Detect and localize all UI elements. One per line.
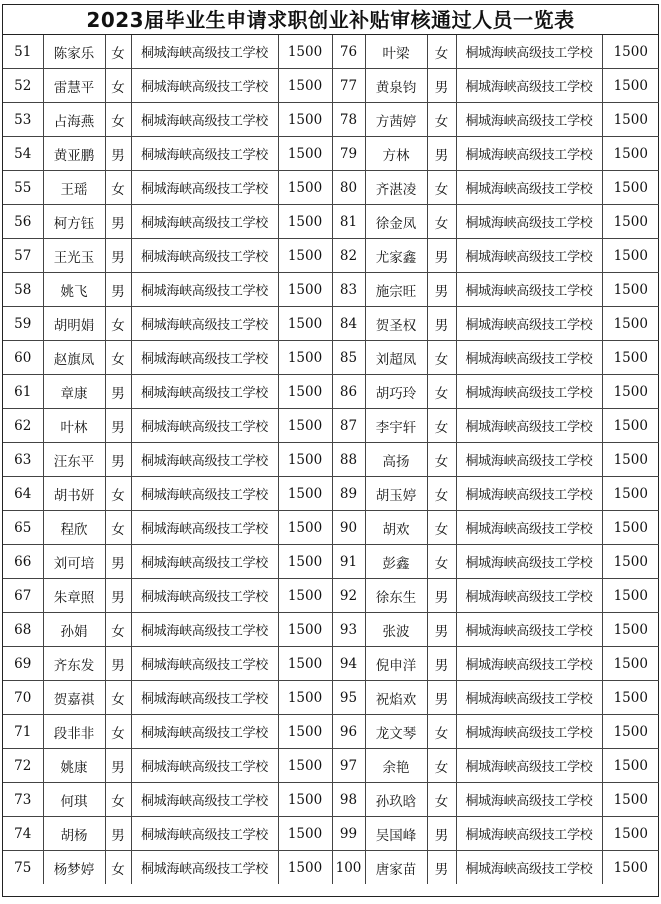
table-row [3, 137, 659, 171]
right-gender-cell: 女 [427, 545, 456, 579]
left-gender-cell: 女 [105, 681, 131, 715]
left-row-number: 65 [3, 511, 43, 545]
right-person-name: 吴国峰 [365, 817, 427, 851]
right-gender-cell: 男 [427, 851, 456, 885]
left-subsidy-amount: 1500 [278, 171, 332, 205]
left-gender-cell: 女 [105, 171, 131, 205]
right-gender-cell: 男 [427, 817, 456, 851]
right-person-name: 李宇轩 [365, 409, 427, 443]
left-school-name: 桐城海峡高级技工学校 [131, 817, 278, 851]
right-row-number: 83 [332, 273, 365, 307]
right-gender-cell: 男 [427, 647, 456, 681]
table-row [3, 35, 659, 69]
left-school-name: 桐城海峡高级技工学校 [131, 443, 278, 477]
left-gender-cell: 男 [105, 647, 131, 681]
left-row-number: 73 [3, 783, 43, 817]
right-school-name: 桐城海峡高级技工学校 [456, 205, 602, 239]
right-subsidy-amount: 1500 [602, 69, 659, 103]
right-subsidy-amount: 1500 [602, 307, 659, 341]
left-row-number: 55 [3, 171, 43, 205]
left-school-name: 桐城海峡高级技工学校 [131, 613, 278, 647]
left-person-name: 姚康 [43, 749, 105, 783]
right-school-name: 桐城海峡高级技工学校 [456, 477, 602, 511]
table-row [3, 375, 659, 409]
left-gender-cell: 女 [105, 103, 131, 137]
right-gender-cell: 女 [427, 749, 456, 783]
left-school-name: 桐城海峡高级技工学校 [131, 205, 278, 239]
right-person-name: 尤家鑫 [365, 239, 427, 273]
right-gender-cell: 女 [427, 205, 456, 239]
left-row-number: 70 [3, 681, 43, 715]
left-gender-cell: 男 [105, 273, 131, 307]
left-person-name: 叶林 [43, 409, 105, 443]
left-row-number: 67 [3, 579, 43, 613]
right-row-number: 97 [332, 749, 365, 783]
right-person-name: 倪申洋 [365, 647, 427, 681]
right-subsidy-amount: 1500 [602, 851, 659, 885]
left-person-name: 章康 [43, 375, 105, 409]
right-subsidy-amount: 1500 [602, 35, 659, 69]
table-row [3, 69, 659, 103]
right-person-name: 龙文琴 [365, 715, 427, 749]
left-subsidy-amount: 1500 [278, 103, 332, 137]
left-subsidy-amount: 1500 [278, 545, 332, 579]
left-row-number: 63 [3, 443, 43, 477]
left-gender-cell: 男 [105, 817, 131, 851]
right-row-number: 99 [332, 817, 365, 851]
right-school-name: 桐城海峡高级技工学校 [456, 613, 602, 647]
left-row-number: 60 [3, 341, 43, 375]
left-school-name: 桐城海峡高级技工学校 [131, 239, 278, 273]
left-person-name: 杨梦婷 [43, 851, 105, 885]
left-row-number: 61 [3, 375, 43, 409]
left-gender-cell: 男 [105, 749, 131, 783]
table-row [3, 477, 659, 511]
right-school-name: 桐城海峡高级技工学校 [456, 103, 602, 137]
left-gender-cell: 女 [105, 69, 131, 103]
table-row [3, 545, 659, 579]
left-person-name: 占海燕 [43, 103, 105, 137]
right-subsidy-amount: 1500 [602, 511, 659, 545]
left-subsidy-amount: 1500 [278, 511, 332, 545]
left-school-name: 桐城海峡高级技工学校 [131, 69, 278, 103]
right-school-name: 桐城海峡高级技工学校 [456, 681, 602, 715]
right-row-number: 86 [332, 375, 365, 409]
left-person-name: 朱章照 [43, 579, 105, 613]
left-person-name: 刘可培 [43, 545, 105, 579]
right-row-number: 89 [332, 477, 365, 511]
right-subsidy-amount: 1500 [602, 239, 659, 273]
right-row-number: 79 [332, 137, 365, 171]
left-gender-cell: 女 [105, 35, 131, 69]
right-row-number: 87 [332, 409, 365, 443]
left-gender-cell: 女 [105, 477, 131, 511]
right-subsidy-amount: 1500 [602, 341, 659, 375]
left-subsidy-amount: 1500 [278, 647, 332, 681]
right-person-name: 齐湛凌 [365, 171, 427, 205]
right-person-name: 唐家苗 [365, 851, 427, 885]
left-gender-cell: 男 [105, 579, 131, 613]
right-gender-cell: 女 [427, 171, 456, 205]
right-school-name: 桐城海峡高级技工学校 [456, 749, 602, 783]
left-subsidy-amount: 1500 [278, 69, 332, 103]
left-subsidy-amount: 1500 [278, 137, 332, 171]
right-school-name: 桐城海峡高级技工学校 [456, 307, 602, 341]
left-school-name: 桐城海峡高级技工学校 [131, 579, 278, 613]
left-subsidy-amount: 1500 [278, 443, 332, 477]
left-person-name: 王光玉 [43, 239, 105, 273]
table-row [3, 715, 659, 749]
left-school-name: 桐城海峡高级技工学校 [131, 35, 278, 69]
left-subsidy-amount: 1500 [278, 817, 332, 851]
left-person-name: 汪东平 [43, 443, 105, 477]
left-gender-cell: 女 [105, 341, 131, 375]
right-school-name: 桐城海峡高级技工学校 [456, 817, 602, 851]
right-person-name: 黄泉钧 [365, 69, 427, 103]
left-gender-cell: 女 [105, 613, 131, 647]
left-gender-cell: 女 [105, 511, 131, 545]
right-subsidy-amount: 1500 [602, 749, 659, 783]
right-row-number: 98 [332, 783, 365, 817]
left-row-number: 66 [3, 545, 43, 579]
right-row-number: 92 [332, 579, 365, 613]
left-person-name: 孙娟 [43, 613, 105, 647]
right-school-name: 桐城海峡高级技工学校 [456, 171, 602, 205]
table-row [3, 409, 659, 443]
left-subsidy-amount: 1500 [278, 681, 332, 715]
left-subsidy-amount: 1500 [278, 205, 332, 239]
right-row-number: 91 [332, 545, 365, 579]
right-row-number: 96 [332, 715, 365, 749]
right-gender-cell: 男 [427, 613, 456, 647]
table-row [3, 341, 659, 375]
right-gender-cell: 男 [427, 69, 456, 103]
left-person-name: 陈家乐 [43, 35, 105, 69]
right-row-number: 94 [332, 647, 365, 681]
right-subsidy-amount: 1500 [602, 273, 659, 307]
left-row-number: 74 [3, 817, 43, 851]
right-gender-cell: 女 [427, 375, 456, 409]
table-row [3, 817, 659, 851]
left-person-name: 胡书妍 [43, 477, 105, 511]
left-subsidy-amount: 1500 [278, 409, 332, 443]
left-row-number: 57 [3, 239, 43, 273]
left-person-name: 程欣 [43, 511, 105, 545]
right-school-name: 桐城海峡高级技工学校 [456, 579, 602, 613]
left-gender-cell: 男 [105, 545, 131, 579]
left-subsidy-amount: 1500 [278, 239, 332, 273]
left-row-number: 68 [3, 613, 43, 647]
right-subsidy-amount: 1500 [602, 409, 659, 443]
table-row [3, 273, 659, 307]
right-gender-cell: 男 [427, 273, 456, 307]
right-subsidy-amount: 1500 [602, 477, 659, 511]
right-person-name: 胡欢 [365, 511, 427, 545]
table-row [3, 613, 659, 647]
left-school-name: 桐城海峡高级技工学校 [131, 715, 278, 749]
left-school-name: 桐城海峡高级技工学校 [131, 647, 278, 681]
right-gender-cell: 女 [427, 715, 456, 749]
right-row-number: 90 [332, 511, 365, 545]
left-school-name: 桐城海峡高级技工学校 [131, 307, 278, 341]
right-person-name: 祝焰欢 [365, 681, 427, 715]
left-subsidy-amount: 1500 [278, 307, 332, 341]
right-school-name: 桐城海峡高级技工学校 [456, 783, 602, 817]
right-row-number: 81 [332, 205, 365, 239]
right-person-name: 刘超凤 [365, 341, 427, 375]
left-subsidy-amount: 1500 [278, 613, 332, 647]
right-row-number: 77 [332, 69, 365, 103]
right-row-number: 76 [332, 35, 365, 69]
right-gender-cell: 男 [427, 579, 456, 613]
right-subsidy-amount: 1500 [602, 443, 659, 477]
table-row [3, 579, 659, 613]
right-person-name: 贺圣权 [365, 307, 427, 341]
right-school-name: 桐城海峡高级技工学校 [456, 511, 602, 545]
left-school-name: 桐城海峡高级技工学校 [131, 341, 278, 375]
right-gender-cell: 女 [427, 409, 456, 443]
right-subsidy-amount: 1500 [602, 783, 659, 817]
right-person-name: 高扬 [365, 443, 427, 477]
left-subsidy-amount: 1500 [278, 375, 332, 409]
left-school-name: 桐城海峡高级技工学校 [131, 681, 278, 715]
right-school-name: 桐城海峡高级技工学校 [456, 715, 602, 749]
left-school-name: 桐城海峡高级技工学校 [131, 511, 278, 545]
left-person-name: 何琪 [43, 783, 105, 817]
right-subsidy-amount: 1500 [602, 545, 659, 579]
left-school-name: 桐城海峡高级技工学校 [131, 783, 278, 817]
table-row [3, 851, 659, 885]
left-row-number: 52 [3, 69, 43, 103]
right-person-name: 彭鑫 [365, 545, 427, 579]
left-school-name: 桐城海峡高级技工学校 [131, 171, 278, 205]
table-row [3, 205, 659, 239]
right-gender-cell: 女 [427, 477, 456, 511]
left-subsidy-amount: 1500 [278, 851, 332, 885]
left-person-name: 姚飞 [43, 273, 105, 307]
left-row-number: 69 [3, 647, 43, 681]
right-gender-cell: 女 [427, 443, 456, 477]
left-school-name: 桐城海峡高级技工学校 [131, 409, 278, 443]
left-gender-cell: 男 [105, 375, 131, 409]
right-school-name: 桐城海峡高级技工学校 [456, 375, 602, 409]
right-row-number: 88 [332, 443, 365, 477]
left-gender-cell: 男 [105, 443, 131, 477]
right-person-name: 叶梁 [365, 35, 427, 69]
right-gender-cell: 女 [427, 103, 456, 137]
right-person-name: 孙玖晗 [365, 783, 427, 817]
right-row-number: 80 [332, 171, 365, 205]
left-school-name: 桐城海峡高级技工学校 [131, 103, 278, 137]
right-gender-cell: 男 [427, 681, 456, 715]
right-person-name: 张波 [365, 613, 427, 647]
left-gender-cell: 男 [105, 205, 131, 239]
left-subsidy-amount: 1500 [278, 273, 332, 307]
left-person-name: 胡杨 [43, 817, 105, 851]
right-school-name: 桐城海峡高级技工学校 [456, 409, 602, 443]
right-person-name: 施宗旺 [365, 273, 427, 307]
table-row [3, 171, 659, 205]
left-row-number: 51 [3, 35, 43, 69]
right-row-number: 100 [332, 851, 365, 885]
left-row-number: 53 [3, 103, 43, 137]
left-subsidy-amount: 1500 [278, 715, 332, 749]
right-school-name: 桐城海峡高级技工学校 [456, 35, 602, 69]
left-row-number: 72 [3, 749, 43, 783]
right-school-name: 桐城海峡高级技工学校 [456, 851, 602, 885]
table-row [3, 681, 659, 715]
right-school-name: 桐城海峡高级技工学校 [456, 273, 602, 307]
left-row-number: 54 [3, 137, 43, 171]
left-person-name: 黄亚鹏 [43, 137, 105, 171]
left-row-number: 56 [3, 205, 43, 239]
left-gender-cell: 女 [105, 783, 131, 817]
left-school-name: 桐城海峡高级技工学校 [131, 273, 278, 307]
table-row [3, 647, 659, 681]
left-row-number: 64 [3, 477, 43, 511]
left-person-name: 贺嘉祺 [43, 681, 105, 715]
table-row [3, 239, 659, 273]
right-gender-cell: 女 [427, 783, 456, 817]
right-subsidy-amount: 1500 [602, 103, 659, 137]
right-subsidy-amount: 1500 [602, 205, 659, 239]
left-person-name: 雷慧平 [43, 69, 105, 103]
right-school-name: 桐城海峡高级技工学校 [456, 341, 602, 375]
left-row-number: 71 [3, 715, 43, 749]
left-school-name: 桐城海峡高级技工学校 [131, 851, 278, 885]
left-gender-cell: 男 [105, 409, 131, 443]
left-gender-cell: 男 [105, 239, 131, 273]
right-gender-cell: 女 [427, 341, 456, 375]
right-person-name: 方茜婷 [365, 103, 427, 137]
left-gender-cell: 男 [105, 137, 131, 171]
left-gender-cell: 女 [105, 851, 131, 885]
left-subsidy-amount: 1500 [278, 579, 332, 613]
left-person-name: 赵旗凤 [43, 341, 105, 375]
recipient-table [3, 35, 659, 884]
right-person-name: 胡巧玲 [365, 375, 427, 409]
right-subsidy-amount: 1500 [602, 647, 659, 681]
right-school-name: 桐城海峡高级技工学校 [456, 137, 602, 171]
left-person-name: 柯方钰 [43, 205, 105, 239]
table-row [3, 511, 659, 545]
right-subsidy-amount: 1500 [602, 137, 659, 171]
left-school-name: 桐城海峡高级技工学校 [131, 749, 278, 783]
left-school-name: 桐城海峡高级技工学校 [131, 545, 278, 579]
left-subsidy-amount: 1500 [278, 749, 332, 783]
right-school-name: 桐城海峡高级技工学校 [456, 239, 602, 273]
left-row-number: 62 [3, 409, 43, 443]
left-person-name: 齐东发 [43, 647, 105, 681]
right-row-number: 93 [332, 613, 365, 647]
left-school-name: 桐城海峡高级技工学校 [131, 375, 278, 409]
right-subsidy-amount: 1500 [602, 375, 659, 409]
right-subsidy-amount: 1500 [602, 613, 659, 647]
table-row [3, 103, 659, 137]
right-person-name: 方林 [365, 137, 427, 171]
left-subsidy-amount: 1500 [278, 783, 332, 817]
right-school-name: 桐城海峡高级技工学校 [456, 647, 602, 681]
left-row-number: 75 [3, 851, 43, 885]
left-subsidy-amount: 1500 [278, 477, 332, 511]
right-school-name: 桐城海峡高级技工学校 [456, 545, 602, 579]
right-person-name: 余艳 [365, 749, 427, 783]
table-row [3, 307, 659, 341]
right-subsidy-amount: 1500 [602, 681, 659, 715]
right-gender-cell: 男 [427, 307, 456, 341]
right-row-number: 95 [332, 681, 365, 715]
right-row-number: 84 [332, 307, 365, 341]
table-row [3, 783, 659, 817]
right-row-number: 78 [332, 103, 365, 137]
right-gender-cell: 男 [427, 137, 456, 171]
right-person-name: 徐东生 [365, 579, 427, 613]
right-person-name: 徐金凤 [365, 205, 427, 239]
right-subsidy-amount: 1500 [602, 817, 659, 851]
left-school-name: 桐城海峡高级技工学校 [131, 137, 278, 171]
left-gender-cell: 女 [105, 307, 131, 341]
table-row [3, 749, 659, 783]
right-subsidy-amount: 1500 [602, 579, 659, 613]
right-subsidy-amount: 1500 [602, 715, 659, 749]
left-person-name: 胡明娟 [43, 307, 105, 341]
left-person-name: 段非非 [43, 715, 105, 749]
left-row-number: 58 [3, 273, 43, 307]
left-person-name: 王瑶 [43, 171, 105, 205]
left-subsidy-amount: 1500 [278, 35, 332, 69]
right-person-name: 胡玉婷 [365, 477, 427, 511]
page-title: 2023届毕业生申请求职创业补贴审核通过人员一览表 [3, 5, 658, 35]
right-gender-cell: 男 [427, 239, 456, 273]
left-row-number: 59 [3, 307, 43, 341]
right-school-name: 桐城海峡高级技工学校 [456, 443, 602, 477]
right-subsidy-amount: 1500 [602, 171, 659, 205]
table-row [3, 443, 659, 477]
right-row-number: 82 [332, 239, 365, 273]
right-gender-cell: 女 [427, 35, 456, 69]
right-school-name: 桐城海峡高级技工学校 [456, 69, 602, 103]
left-subsidy-amount: 1500 [278, 341, 332, 375]
left-school-name: 桐城海峡高级技工学校 [131, 477, 278, 511]
right-row-number: 85 [332, 341, 365, 375]
right-gender-cell: 女 [427, 511, 456, 545]
subsidy-list-sheet [2, 4, 659, 897]
left-gender-cell: 女 [105, 715, 131, 749]
